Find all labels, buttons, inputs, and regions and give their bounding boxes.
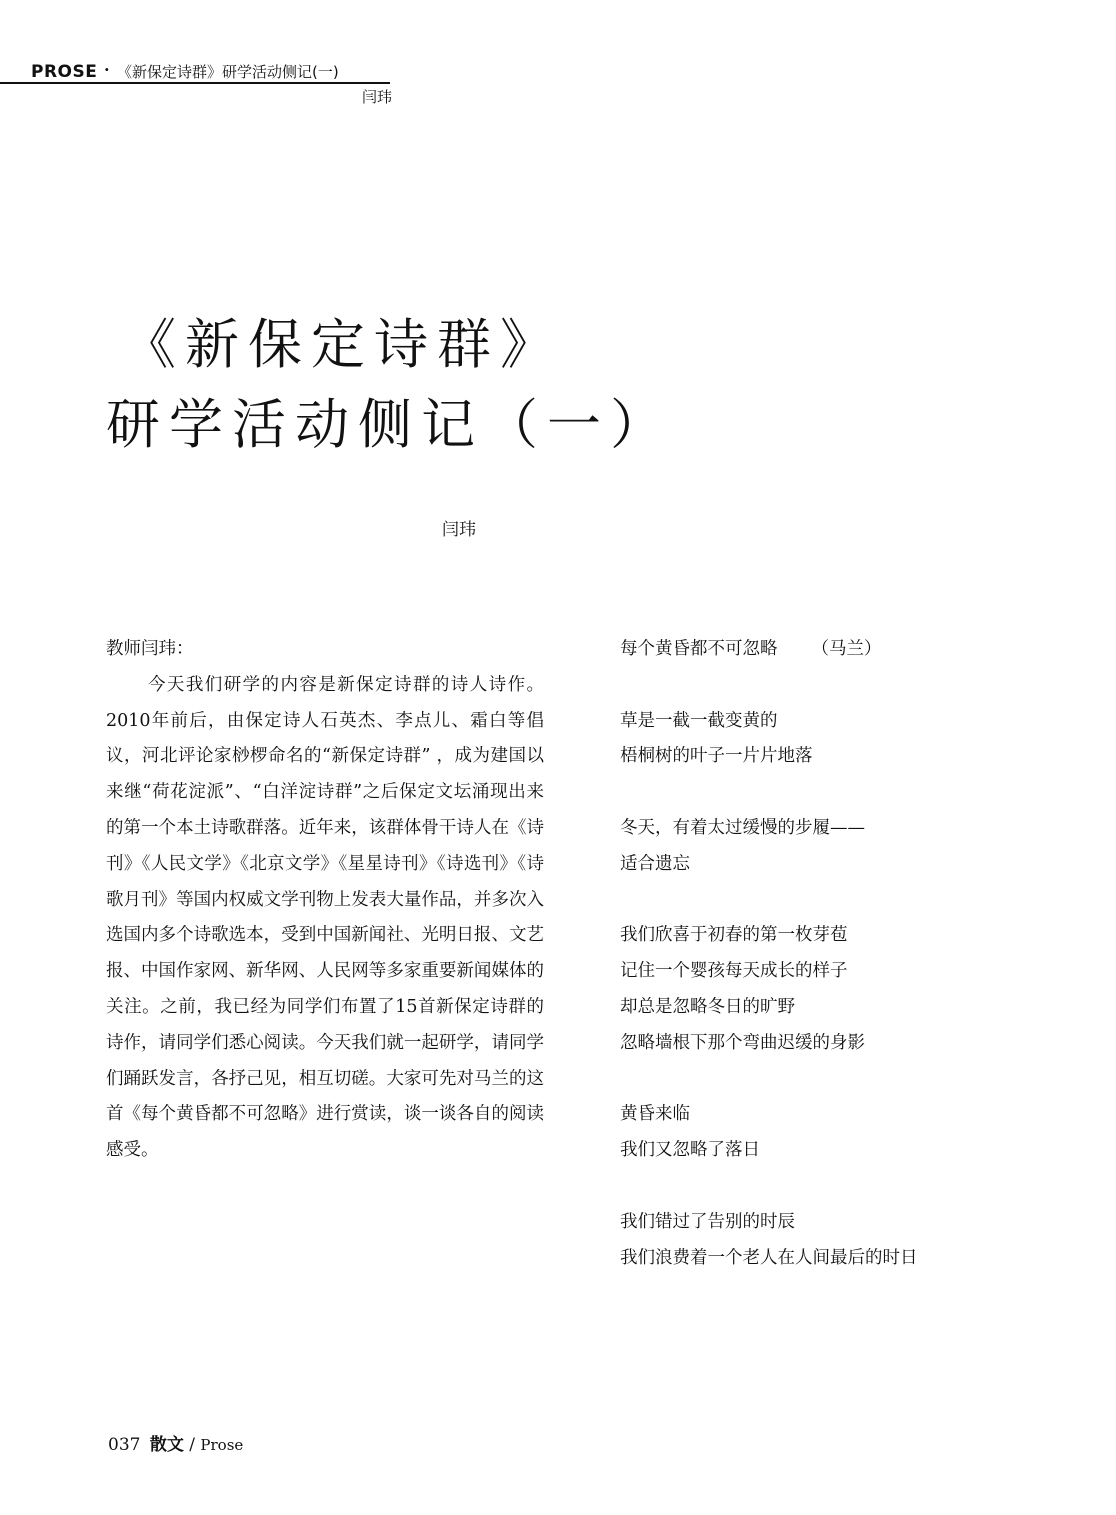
poem-line: 我们错过了告别的时辰	[620, 1211, 795, 1232]
header-article-title: 《新保定诗群》研学活动侧记(一)	[117, 63, 339, 81]
poem-line: 我们浪费着一个老人在人间最后的时日	[620, 1247, 918, 1268]
poem-line: 我们又忽略了落日	[620, 1140, 760, 1161]
intro-column	[106, 632, 544, 1169]
header-separator: ·	[104, 60, 110, 79]
footer-slash: /	[189, 1435, 195, 1455]
article-title	[106, 305, 806, 465]
magazine-name-en: Prose	[200, 1436, 244, 1454]
page-footer	[108, 1433, 243, 1457]
header-author: 闫玮	[361, 88, 392, 106]
poem-stanza	[620, 1097, 1020, 1169]
poem-line: 我们欣喜于初春的第一枚芽苞	[620, 925, 848, 946]
poem-title: 每个黄昏都不可忽略	[620, 639, 778, 659]
poem-line: 黄昏来临	[620, 1104, 690, 1125]
poem-poet: （马兰）	[811, 639, 882, 659]
speaker-label: 教师闫玮：	[106, 639, 194, 659]
poem-line: 忽略墙根下那个弯曲迟缓的身影	[620, 1032, 865, 1053]
author-byline: 闫玮	[442, 520, 476, 540]
poem-line: 适合遗忘	[620, 853, 690, 874]
section-label: PROSE	[31, 62, 98, 82]
poem-line: 梧桐树的叶子一片片地落	[620, 746, 813, 767]
title-line-1: 《新保定诗群》	[122, 313, 563, 376]
poem-stanza	[620, 704, 1020, 776]
page-number: 037	[108, 1435, 141, 1455]
poem-line: 却总是忽略冬日的旷野	[620, 996, 795, 1017]
title-line-2: 研学活动侧记（一）	[106, 393, 673, 456]
intro-paragraph: 今天我们研学的内容是新保定诗群的诗人诗作。2010年前后，由保定诗人石英杰、李点儿、霜白等倡议，河北评论家桫椤命名的“新保定诗群” ，成为建国以来继“荷花淀派”、“白洋淀诗群”之后保定文坛涌现出来的第一个本土诗歌群落。近年来，该群体骨干诗人在《诗刊》《人民文学》《北京文学》《星星诗刊》《诗选刊》《诗歌月刊》等国内权威文学刊物上发表大量作品，并多次入选国内多个诗歌选本，受到中国新闻社、光明日报、文艺报、中国作家网、新华网、人民网等多家重要新闻媒体的关注。之前，我已经为同学们布置了15首新保定诗群的诗作，请同学们悉心阅读。今天我们就一起研学，请同学们踊跃发言，各抒己见，相互切磋。大家可先对马兰的这首《每个黄昏都不可忽略》进行赏读，谈一谈各自的阅读感受。	[106, 674, 544, 1161]
poem-line: 记住一个婴孩每天成长的样子	[620, 961, 848, 982]
poem-column	[620, 632, 1020, 1276]
poem-heading	[620, 632, 1020, 668]
poem-stanza	[620, 1205, 1020, 1277]
poem-line: 草是一截一截变黄的	[620, 710, 778, 731]
poem-stanza	[620, 918, 1020, 1061]
magazine-name: 散文	[149, 1435, 184, 1455]
poem-stanza	[620, 811, 1020, 883]
running-header	[0, 60, 390, 84]
poem-line: 冬天，有着太过缓慢的步履——	[620, 817, 865, 838]
